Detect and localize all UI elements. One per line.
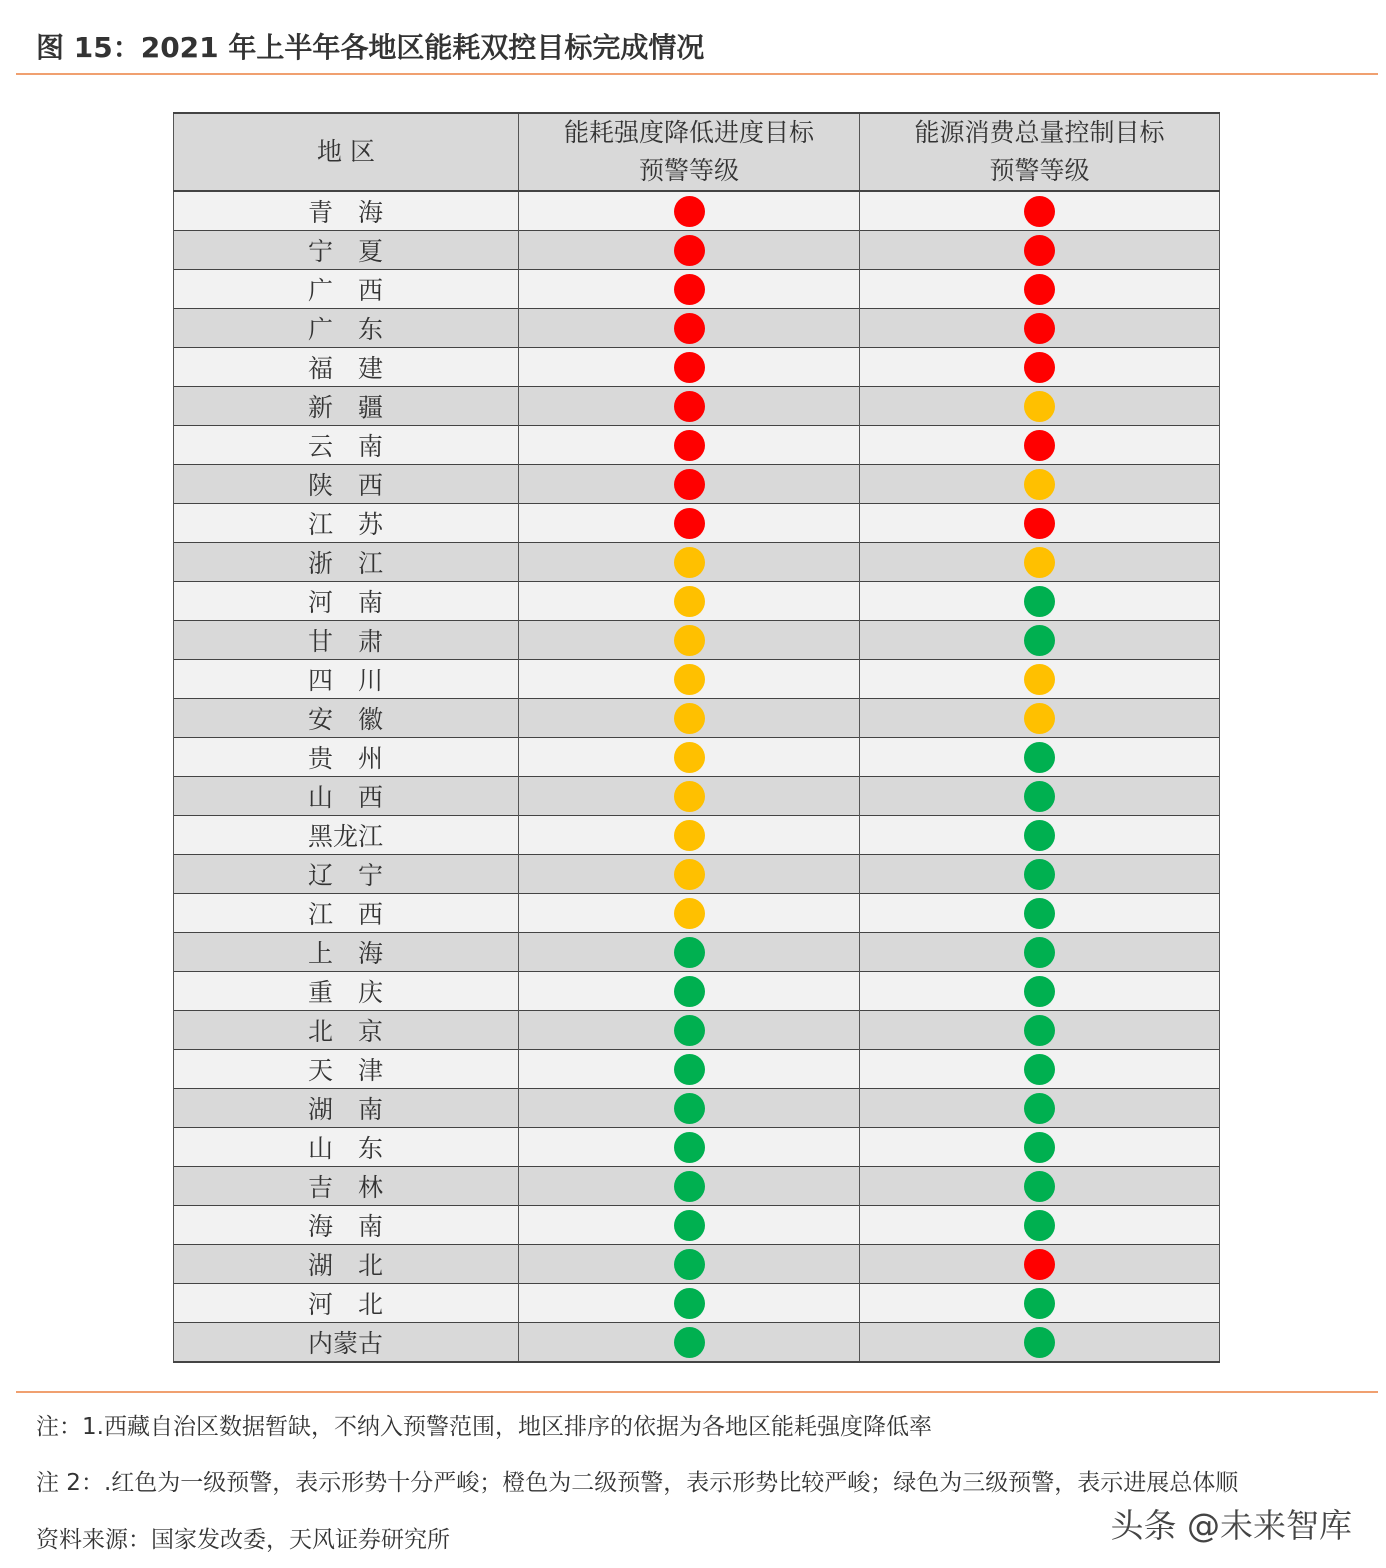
total-level-cell bbox=[860, 191, 1220, 231]
intensity-level-cell bbox=[519, 1206, 860, 1245]
intensity-level-cell bbox=[519, 309, 860, 348]
table-row bbox=[174, 582, 1220, 621]
table-row bbox=[174, 972, 1220, 1011]
intensity-level-cell bbox=[519, 894, 860, 933]
table-row bbox=[174, 1284, 1220, 1323]
intensity-level-cell bbox=[519, 348, 860, 387]
region-cell: 天 津 bbox=[174, 1050, 519, 1089]
total-level-cell bbox=[860, 1011, 1220, 1050]
total-level-cell bbox=[860, 387, 1220, 426]
table-body bbox=[174, 191, 1220, 1362]
note-2: 注 2：.红色为一级预警，表示形势十分严峻；橙色为二级预警，表示形势比较严峻；绿色为三级预警，表示进展总体顺 bbox=[36, 1470, 1239, 1496]
region-cell: 江 西 bbox=[174, 894, 519, 933]
source-line: 资料来源：国家发改委，天风证券研究所 bbox=[36, 1527, 450, 1553]
intensity-level-cell bbox=[519, 972, 860, 1011]
warning-level-table bbox=[173, 112, 1220, 1363]
total-level-cell bbox=[860, 582, 1220, 621]
intensity-warning-dot bbox=[674, 469, 705, 500]
total-level-cell bbox=[860, 621, 1220, 660]
intensity-warning-dot bbox=[674, 664, 705, 695]
total-level-cell bbox=[860, 1206, 1220, 1245]
intensity-level-cell bbox=[519, 933, 860, 972]
table-row bbox=[174, 1245, 1220, 1284]
total-level-cell bbox=[860, 543, 1220, 582]
intensity-level-cell bbox=[519, 816, 860, 855]
total-level-cell bbox=[860, 1245, 1220, 1284]
table-row bbox=[174, 309, 1220, 348]
watermark: 头条 @未来智库 bbox=[1109, 1500, 1355, 1547]
total-warning-dot bbox=[1024, 1327, 1055, 1358]
header-region bbox=[174, 113, 519, 191]
total-warning-dot bbox=[1024, 313, 1055, 344]
table-row bbox=[174, 1206, 1220, 1245]
table-row bbox=[174, 1128, 1220, 1167]
region-cell: 湖 南 bbox=[174, 1089, 519, 1128]
region-cell: 山 西 bbox=[174, 777, 519, 816]
intensity-warning-dot bbox=[674, 859, 705, 890]
region-cell: 安 徽 bbox=[174, 699, 519, 738]
intensity-level-cell bbox=[519, 504, 860, 543]
intensity-level-cell bbox=[519, 231, 860, 270]
total-warning-dot bbox=[1024, 898, 1055, 929]
region-cell: 陕 西 bbox=[174, 465, 519, 504]
total-level-cell bbox=[860, 933, 1220, 972]
header-total-line2: 预警等级 bbox=[989, 156, 1090, 185]
table-row bbox=[174, 426, 1220, 465]
figure-title: 图 15：2021 年上半年各地区能耗双控目标完成情况 bbox=[36, 31, 705, 64]
region-cell: 江 苏 bbox=[174, 504, 519, 543]
region-cell: 海 南 bbox=[174, 1206, 519, 1245]
total-warning-dot bbox=[1024, 1210, 1055, 1241]
region-cell: 广 东 bbox=[174, 309, 519, 348]
intensity-level-cell bbox=[519, 660, 860, 699]
region-cell: 宁 夏 bbox=[174, 231, 519, 270]
intensity-warning-dot bbox=[674, 508, 705, 539]
total-warning-dot bbox=[1024, 430, 1055, 461]
header-region-label: 地 区 bbox=[317, 137, 375, 166]
bottom-divider bbox=[16, 1391, 1378, 1393]
intensity-warning-dot bbox=[674, 313, 705, 344]
intensity-warning-dot bbox=[674, 625, 705, 656]
total-warning-dot bbox=[1024, 352, 1055, 383]
region-cell: 山 东 bbox=[174, 1128, 519, 1167]
total-warning-dot bbox=[1024, 469, 1055, 500]
intensity-warning-dot bbox=[674, 976, 705, 1007]
intensity-level-cell bbox=[519, 738, 860, 777]
total-warning-dot bbox=[1024, 1288, 1055, 1319]
intensity-level-cell bbox=[519, 1167, 860, 1206]
table-row bbox=[174, 621, 1220, 660]
table-row bbox=[174, 1011, 1220, 1050]
intensity-level-cell bbox=[519, 699, 860, 738]
intensity-level-cell bbox=[519, 191, 860, 231]
table-row bbox=[174, 1323, 1220, 1363]
total-level-cell bbox=[860, 1167, 1220, 1206]
intensity-warning-dot bbox=[674, 1132, 705, 1163]
total-level-cell bbox=[860, 894, 1220, 933]
region-cell: 青 海 bbox=[174, 191, 519, 231]
table-row bbox=[174, 777, 1220, 816]
intensity-warning-dot bbox=[674, 1015, 705, 1046]
total-level-cell bbox=[860, 348, 1220, 387]
total-warning-dot bbox=[1024, 1015, 1055, 1046]
intensity-warning-dot bbox=[674, 352, 705, 383]
table-row bbox=[174, 231, 1220, 270]
total-warning-dot bbox=[1024, 625, 1055, 656]
table-row bbox=[174, 1050, 1220, 1089]
table-row bbox=[174, 504, 1220, 543]
intensity-warning-dot bbox=[674, 547, 705, 578]
total-level-cell bbox=[860, 270, 1220, 309]
top-divider bbox=[16, 73, 1378, 75]
header-intensity-target bbox=[519, 113, 860, 191]
table-row bbox=[174, 1167, 1220, 1206]
region-cell: 福 建 bbox=[174, 348, 519, 387]
intensity-level-cell bbox=[519, 855, 860, 894]
region-cell: 内蒙古 bbox=[174, 1323, 519, 1363]
table-row bbox=[174, 738, 1220, 777]
total-warning-dot bbox=[1024, 742, 1055, 773]
header-total-line1: 能源消费总量控制目标 bbox=[914, 118, 1165, 147]
total-level-cell bbox=[860, 738, 1220, 777]
intensity-level-cell bbox=[519, 1011, 860, 1050]
intensity-level-cell bbox=[519, 1245, 860, 1284]
intensity-warning-dot bbox=[674, 586, 705, 617]
total-warning-dot bbox=[1024, 1249, 1055, 1280]
region-cell: 浙 江 bbox=[174, 543, 519, 582]
table-header-row bbox=[174, 113, 1220, 191]
intensity-warning-dot bbox=[674, 742, 705, 773]
table-row bbox=[174, 660, 1220, 699]
region-cell: 黑龙江 bbox=[174, 816, 519, 855]
intensity-level-cell bbox=[519, 582, 860, 621]
total-level-cell bbox=[860, 465, 1220, 504]
header-intensity-line1: 能耗强度降低进度目标 bbox=[563, 118, 814, 147]
total-warning-dot bbox=[1024, 391, 1055, 422]
total-warning-dot bbox=[1024, 976, 1055, 1007]
total-level-cell bbox=[860, 504, 1220, 543]
intensity-warning-dot bbox=[674, 781, 705, 812]
intensity-level-cell bbox=[519, 1128, 860, 1167]
total-level-cell bbox=[860, 309, 1220, 348]
intensity-warning-dot bbox=[674, 703, 705, 734]
region-cell: 四 川 bbox=[174, 660, 519, 699]
intensity-level-cell bbox=[519, 1050, 860, 1089]
total-warning-dot bbox=[1024, 508, 1055, 539]
total-warning-dot bbox=[1024, 1132, 1055, 1163]
region-cell: 云 南 bbox=[174, 426, 519, 465]
table-row bbox=[174, 543, 1220, 582]
note-1: 注：1.西藏自治区数据暂缺，不纳入预警范围，地区排序的依据为各地区能耗强度降低率 bbox=[36, 1414, 932, 1440]
intensity-warning-dot bbox=[674, 1327, 705, 1358]
table-row bbox=[174, 894, 1220, 933]
total-level-cell bbox=[860, 426, 1220, 465]
table-row bbox=[174, 699, 1220, 738]
region-cell: 河 北 bbox=[174, 1284, 519, 1323]
intensity-level-cell bbox=[519, 777, 860, 816]
intensity-level-cell bbox=[519, 1089, 860, 1128]
table-row bbox=[174, 270, 1220, 309]
intensity-warning-dot bbox=[674, 1288, 705, 1319]
total-warning-dot bbox=[1024, 586, 1055, 617]
total-level-cell bbox=[860, 777, 1220, 816]
intensity-level-cell bbox=[519, 1323, 860, 1363]
total-warning-dot bbox=[1024, 781, 1055, 812]
total-level-cell bbox=[860, 1284, 1220, 1323]
total-level-cell bbox=[860, 660, 1220, 699]
intensity-warning-dot bbox=[674, 391, 705, 422]
intensity-level-cell bbox=[519, 465, 860, 504]
intensity-level-cell bbox=[519, 426, 860, 465]
intensity-warning-dot bbox=[674, 430, 705, 461]
region-cell: 吉 林 bbox=[174, 1167, 519, 1206]
intensity-warning-dot bbox=[674, 820, 705, 851]
table-row bbox=[174, 465, 1220, 504]
region-cell: 河 南 bbox=[174, 582, 519, 621]
region-cell: 甘 肃 bbox=[174, 621, 519, 660]
intensity-level-cell bbox=[519, 387, 860, 426]
intensity-warning-dot bbox=[674, 1210, 705, 1241]
intensity-level-cell bbox=[519, 621, 860, 660]
table-row bbox=[174, 387, 1220, 426]
table-row bbox=[174, 1089, 1220, 1128]
total-warning-dot bbox=[1024, 820, 1055, 851]
intensity-warning-dot bbox=[674, 235, 705, 266]
total-warning-dot bbox=[1024, 196, 1055, 227]
intensity-level-cell bbox=[519, 270, 860, 309]
total-warning-dot bbox=[1024, 274, 1055, 305]
intensity-warning-dot bbox=[674, 1093, 705, 1124]
total-level-cell bbox=[860, 855, 1220, 894]
intensity-warning-dot bbox=[674, 274, 705, 305]
total-level-cell bbox=[860, 1050, 1220, 1089]
total-level-cell bbox=[860, 1089, 1220, 1128]
total-level-cell bbox=[860, 816, 1220, 855]
header-total-target bbox=[860, 113, 1220, 191]
intensity-level-cell bbox=[519, 543, 860, 582]
total-warning-dot bbox=[1024, 664, 1055, 695]
region-cell: 北 京 bbox=[174, 1011, 519, 1050]
region-cell: 辽 宁 bbox=[174, 855, 519, 894]
region-cell: 重 庆 bbox=[174, 972, 519, 1011]
intensity-warning-dot bbox=[674, 898, 705, 929]
total-level-cell bbox=[860, 231, 1220, 270]
total-warning-dot bbox=[1024, 859, 1055, 890]
intensity-warning-dot bbox=[674, 937, 705, 968]
total-level-cell bbox=[860, 1323, 1220, 1363]
total-warning-dot bbox=[1024, 1054, 1055, 1085]
total-warning-dot bbox=[1024, 1093, 1055, 1124]
table-row bbox=[174, 933, 1220, 972]
region-cell: 贵 州 bbox=[174, 738, 519, 777]
total-warning-dot bbox=[1024, 703, 1055, 734]
table-row bbox=[174, 816, 1220, 855]
total-level-cell bbox=[860, 699, 1220, 738]
total-level-cell bbox=[860, 1128, 1220, 1167]
intensity-warning-dot bbox=[674, 1171, 705, 1202]
region-cell: 广 西 bbox=[174, 270, 519, 309]
total-warning-dot bbox=[1024, 937, 1055, 968]
region-cell: 新 疆 bbox=[174, 387, 519, 426]
intensity-warning-dot bbox=[674, 196, 705, 227]
table-row bbox=[174, 348, 1220, 387]
region-cell: 湖 北 bbox=[174, 1245, 519, 1284]
table-row bbox=[174, 191, 1220, 231]
total-warning-dot bbox=[1024, 1171, 1055, 1202]
intensity-warning-dot bbox=[674, 1054, 705, 1085]
region-cell: 上 海 bbox=[174, 933, 519, 972]
table-row bbox=[174, 855, 1220, 894]
intensity-level-cell bbox=[519, 1284, 860, 1323]
total-warning-dot bbox=[1024, 235, 1055, 266]
total-level-cell bbox=[860, 972, 1220, 1011]
intensity-warning-dot bbox=[674, 1249, 705, 1280]
header-intensity-line2: 预警等级 bbox=[638, 156, 739, 185]
total-warning-dot bbox=[1024, 547, 1055, 578]
